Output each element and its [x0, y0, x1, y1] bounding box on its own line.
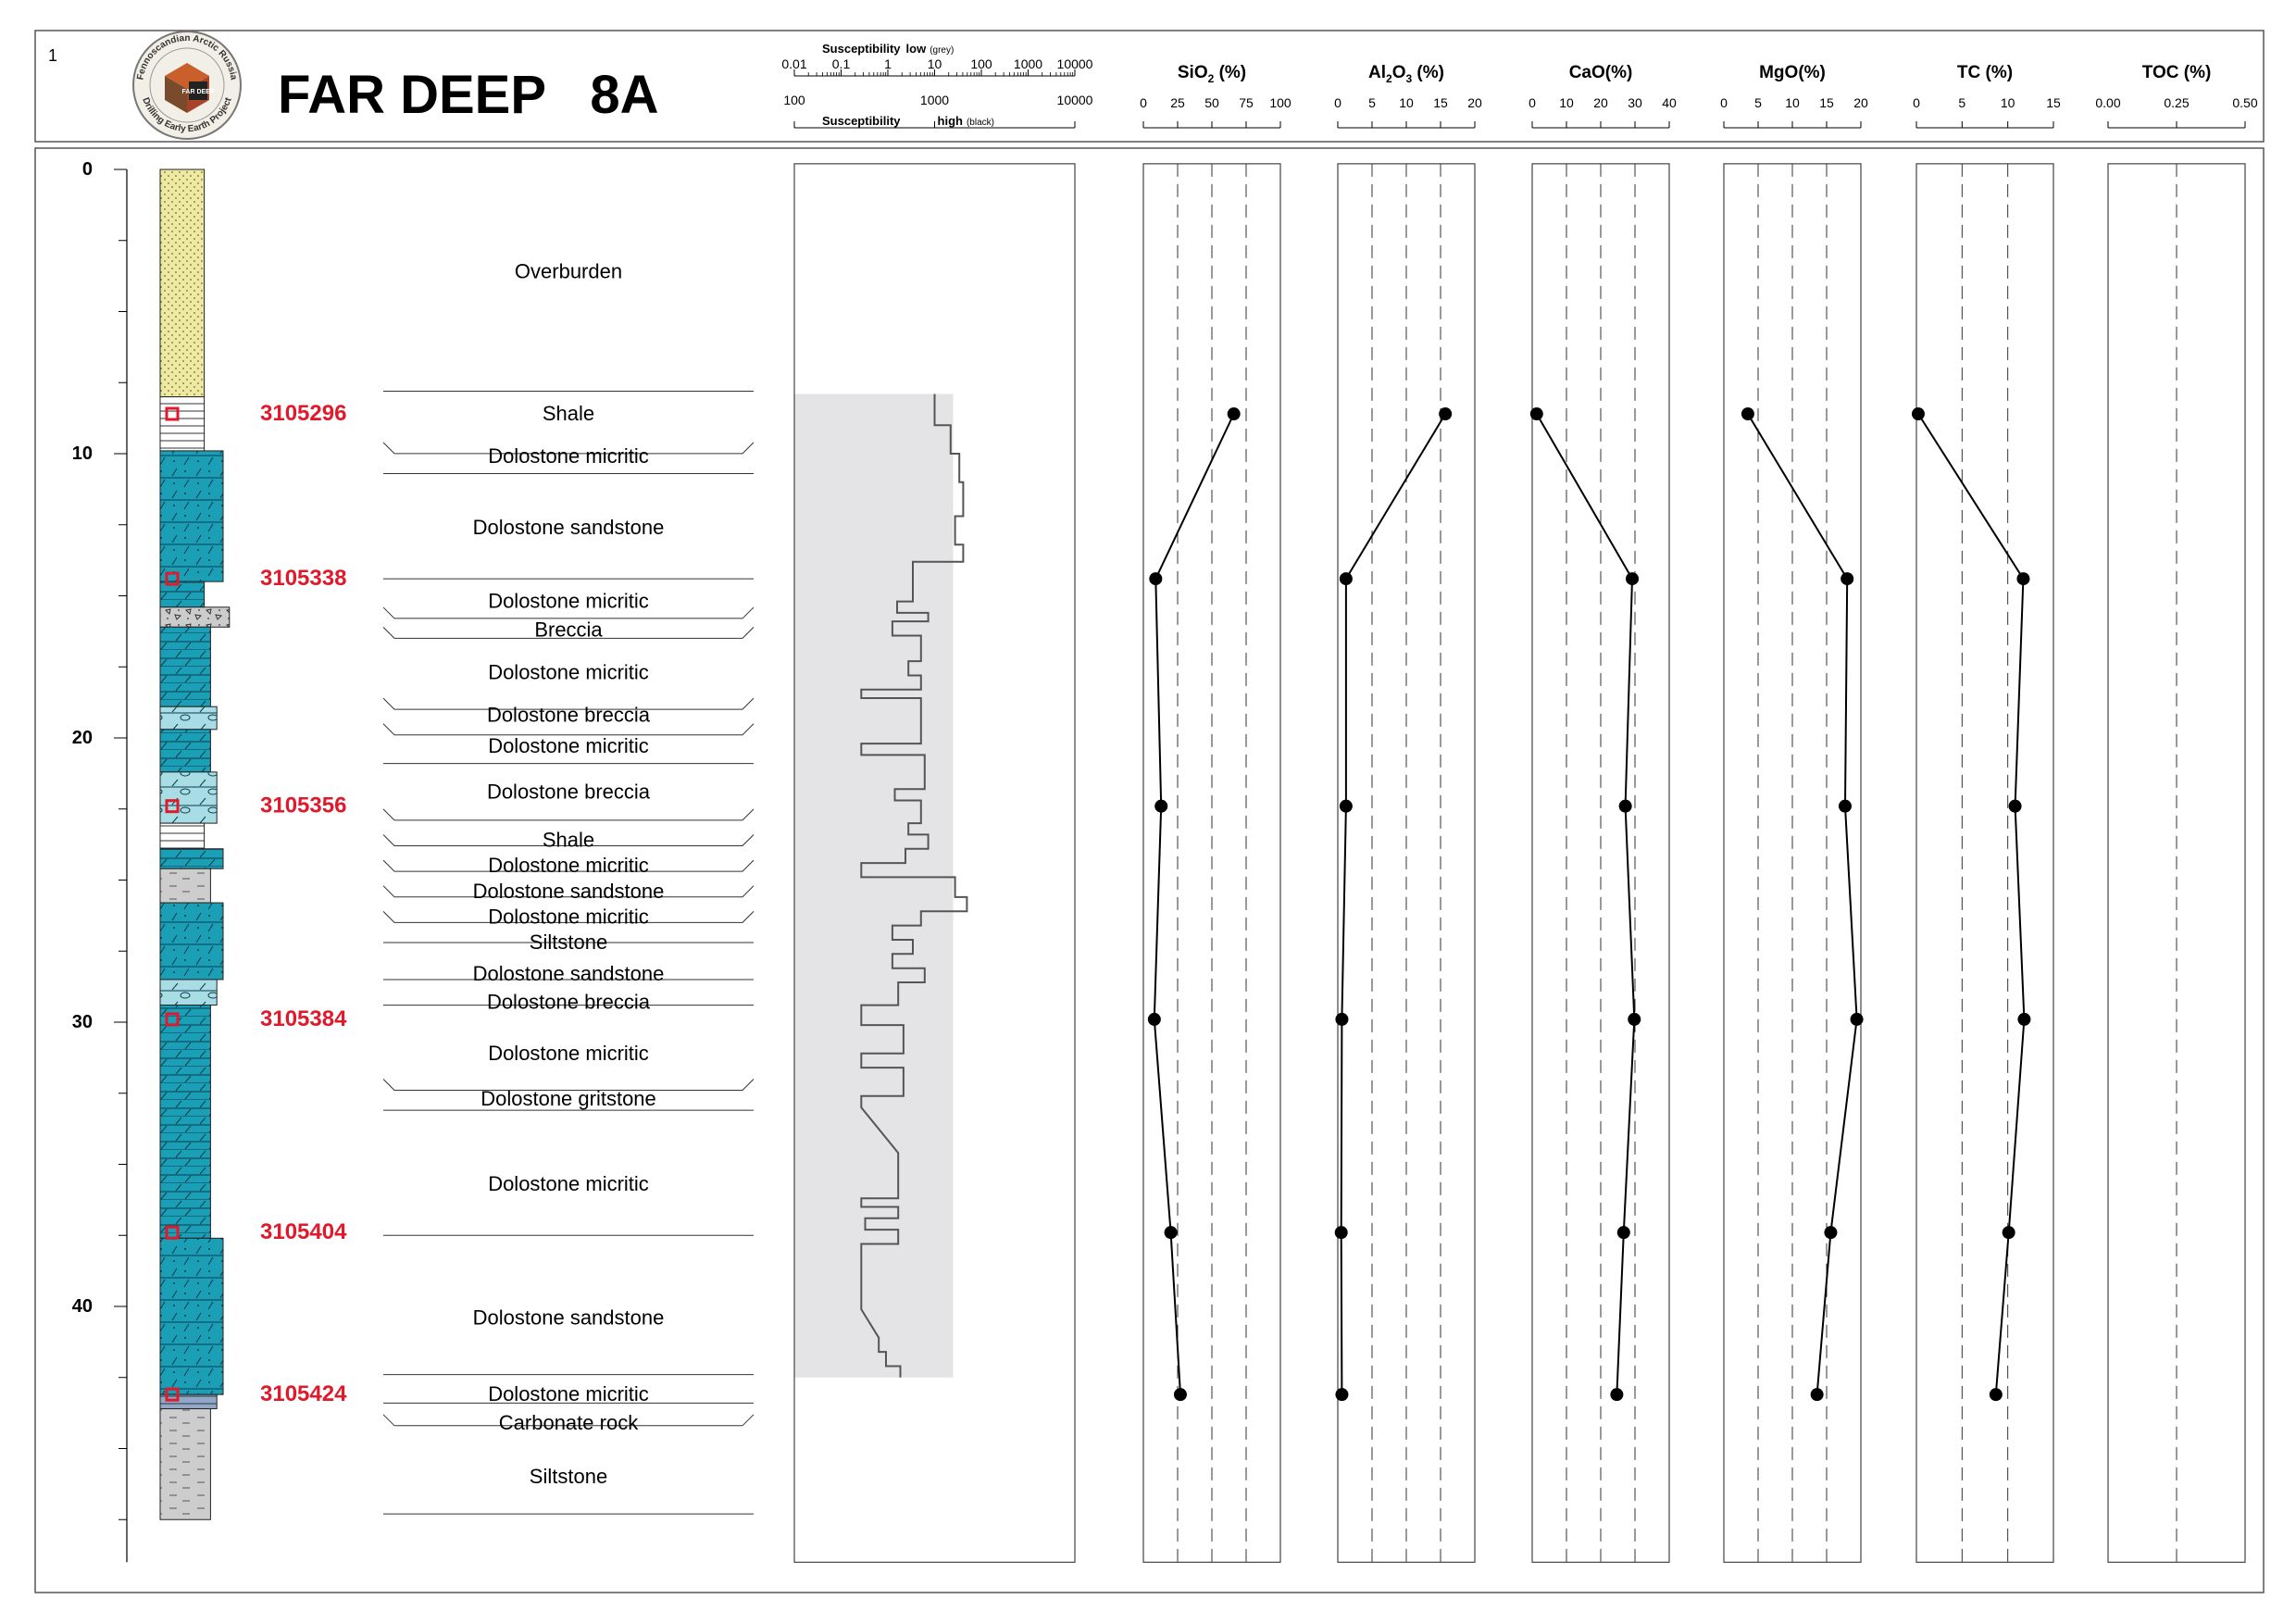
- lith-label: Dolostone micritic: [488, 854, 649, 878]
- depth-tick-label: 40: [71, 1296, 93, 1317]
- lith-label: Dolostone breccia: [486, 990, 651, 1014]
- svg-text:Susceptibilitylow(grey): Susceptibility low (grey): [822, 42, 955, 56]
- lith-unit: [160, 627, 210, 706]
- geochem-data-point: [1617, 1226, 1630, 1239]
- geochem-tick-label: 50: [1204, 95, 1219, 110]
- geochem-data-point: [1912, 407, 1925, 420]
- geochem-data-point: [1335, 1388, 1348, 1401]
- geochem-data-point: [1335, 1226, 1348, 1239]
- project-logo: [133, 31, 241, 139]
- geochem-header-label: TC (%): [1956, 63, 2014, 82]
- lith-label: Overburden: [514, 259, 623, 283]
- geochem-tick-label: 0: [1140, 95, 1147, 110]
- geochem-tick-label: 0: [1334, 95, 1341, 110]
- logo-badge: FAR DEEP: [181, 89, 215, 95]
- susc-low-tick-label: 10000: [1056, 56, 1093, 71]
- geochem-data-point: [1628, 1013, 1641, 1026]
- geochem-tick-label: 0.50: [2232, 95, 2258, 110]
- lith-unit: [160, 772, 217, 823]
- sample-id: 3105338: [260, 566, 347, 592]
- depth-tick-label: 10: [71, 443, 93, 464]
- lith-contact: [383, 809, 754, 820]
- geochem-tick-label: 10: [1785, 95, 1800, 110]
- geochem-tick-label: 0: [1913, 95, 1920, 110]
- lith-label: Dolostone gritstone: [480, 1086, 656, 1110]
- susceptibility-panel: [794, 164, 1075, 1562]
- geochemistry-panels: [1140, 63, 2258, 1562]
- lith-unit: [160, 451, 223, 581]
- geochem-tick-label: 0.00: [2095, 95, 2121, 110]
- lithology-labels: [383, 260, 754, 1515]
- geochem-series-line: [1537, 414, 1635, 1394]
- geochem-data-point: [1741, 407, 1754, 420]
- geochem-data-point: [1626, 572, 1639, 585]
- lith-unit: [160, 823, 205, 849]
- geochem-data-point: [1149, 572, 1162, 585]
- lith-unit: [160, 980, 217, 1006]
- geochem-tick-label: 75: [1239, 95, 1254, 110]
- geochem-tick-label: 10: [1399, 95, 1414, 110]
- geochem-panel: [1529, 63, 1677, 1562]
- geochem-data-point: [2009, 800, 2022, 813]
- susc-low-tick-label: 0.1: [831, 56, 851, 71]
- geochem-panel: [2095, 63, 2257, 1562]
- geochem-data-point: [1148, 1013, 1161, 1026]
- lith-label: Dolostone breccia: [486, 703, 651, 727]
- geochem-tick-label: 5: [1958, 95, 1966, 110]
- geochem-tick-label: 20: [1593, 95, 1608, 110]
- lith-label: Dolostone sandstone: [472, 1305, 665, 1330]
- lith-label: Carbonate rock: [498, 1410, 639, 1434]
- geochem-panel: [1912, 63, 2061, 1562]
- geochem-tick-label: 10: [2000, 95, 2015, 110]
- geochem-tick-label: 0: [1720, 95, 1728, 110]
- geochem-tick-label: 5: [1368, 95, 1376, 110]
- geochem-data-point: [1335, 1013, 1348, 1026]
- sample-id: 3105424: [260, 1381, 347, 1407]
- geochem-data-point: [1610, 1388, 1623, 1401]
- geochem-tick-label: 30: [1628, 95, 1642, 110]
- page-number: 1: [48, 46, 58, 65]
- logo-text-bottom: Drilling Early Earth Project: [140, 95, 234, 135]
- geochem-data-point: [1530, 407, 1543, 420]
- geochem-series-line: [1341, 414, 1446, 1394]
- lith-unit: [160, 730, 210, 772]
- lith-unit: [160, 868, 210, 903]
- susc-low-label: Susceptibility: [822, 42, 901, 56]
- geochem-header-label: TOC (%): [2141, 63, 2212, 82]
- lith-label: Dolostone micritic: [488, 734, 649, 758]
- geochem-data-point: [1174, 1388, 1187, 1401]
- geochem-header-label: CaO(%): [1568, 63, 1633, 82]
- susc-high-tick-label: 10000: [1056, 93, 1093, 107]
- geochem-series-line: [1918, 414, 2024, 1394]
- lith-unit: [160, 903, 223, 980]
- geochem-data-point: [1619, 800, 1632, 813]
- main-frame: [35, 148, 2264, 1593]
- susc-low-tick-label: 1: [884, 56, 892, 71]
- svg-text:Susceptibilityhigh(black): Susceptibility high (black): [822, 114, 994, 128]
- geochem-tick-label: 5: [1754, 95, 1762, 110]
- lith-label: Siltstone: [529, 1465, 608, 1489]
- susc-high-tick-label: 1000: [919, 93, 950, 107]
- susc-low-tick-label: 1000: [1013, 56, 1043, 71]
- geochem-data-point: [2003, 1226, 2015, 1239]
- geochem-data-point: [2016, 572, 2029, 585]
- lith-label: Dolostone micritic: [488, 905, 649, 929]
- geochem-panel: [1140, 63, 1292, 1562]
- geochem-tick-label: 0: [1529, 95, 1536, 110]
- geochem-data-point: [1824, 1226, 1837, 1239]
- geochem-tick-label: 100: [1269, 95, 1292, 110]
- lithology-column: [160, 169, 230, 1519]
- geochem-data-point: [1340, 800, 1353, 813]
- geochem-header-label: MgO(%): [1759, 63, 1826, 82]
- geochem-panel-frame: [1916, 164, 2053, 1562]
- lith-unit: [160, 397, 205, 451]
- lith-label: Dolostone sandstone: [472, 879, 665, 903]
- geochem-tick-label: 15: [1433, 95, 1448, 110]
- lith-label: Dolostone micritic: [488, 1041, 649, 1065]
- geochem-tick-label: 15: [1819, 95, 1834, 110]
- geochem-tick-label: 20: [1853, 95, 1868, 110]
- geochem-data-point: [1340, 572, 1353, 585]
- lith-unit: [160, 849, 223, 868]
- geochem-tick-label: 40: [1662, 95, 1677, 110]
- lith-label: Breccia: [534, 618, 603, 642]
- geochem-data-point: [1228, 407, 1241, 420]
- logo-text-top: Fennoscandian Arctic Russia: [135, 32, 239, 81]
- geochem-tick-label: 0.25: [2164, 95, 2190, 110]
- geochem-data-point: [1811, 1388, 1824, 1401]
- geochem-series-line: [1748, 414, 1857, 1394]
- lith-unit: [160, 1238, 223, 1394]
- page-title: FAR DEEP 8A: [278, 65, 659, 125]
- susc-low-tick-label: 100: [970, 56, 992, 71]
- lith-unit: [160, 607, 230, 627]
- sample-id: 3105296: [260, 401, 347, 427]
- depth-tick-label: 30: [71, 1012, 93, 1032]
- geochem-tick-label: 25: [1170, 95, 1185, 110]
- lith-label: Dolostone micritic: [488, 444, 649, 468]
- sample-id: 3105356: [260, 793, 347, 818]
- lith-label: Shale: [542, 828, 595, 852]
- geochem-data-point: [1439, 407, 1452, 420]
- geochem-panel: [1334, 63, 1482, 1562]
- geochem-header-label: $Al_2O_3$ (%): [1368, 63, 1444, 85]
- susc-low-tick-label: 0.01: [781, 56, 807, 71]
- lith-label: Dolostone micritic: [488, 1382, 649, 1406]
- depth-tick-label: 0: [81, 159, 93, 180]
- sample-id: 3105404: [260, 1219, 347, 1245]
- sample-id: 3105384: [260, 1006, 347, 1031]
- geochem-tick-label: 20: [1467, 95, 1482, 110]
- lith-unit: [160, 706, 217, 730]
- geochem-data-point: [1990, 1388, 2003, 1401]
- lith-label: Siltstone: [529, 931, 608, 955]
- lith-unit: [160, 1006, 210, 1239]
- geochem-header-label: SiO$_2$ (%): [1177, 63, 1247, 85]
- geochem-data-point: [1851, 1013, 1864, 1026]
- geochem-data-point: [2017, 1013, 2030, 1026]
- lith-label: Dolostone breccia: [486, 780, 651, 804]
- geochem-data-point: [1841, 572, 1853, 585]
- geochem-tick-label: 10: [1559, 95, 1574, 110]
- geochem-panel: [1720, 63, 1868, 1562]
- susc-high-tick-label: 100: [783, 93, 805, 107]
- lith-label: Dolostone micritic: [488, 589, 649, 613]
- lith-label: Dolostone sandstone: [472, 515, 665, 539]
- geochem-data-point: [1154, 800, 1167, 813]
- lith-label: Shale: [542, 402, 595, 426]
- geochem-data-point: [1839, 800, 1852, 813]
- lith-unit: [160, 1394, 217, 1408]
- geochem-series-line: [1154, 414, 1234, 1394]
- depth-tick-label: 20: [71, 728, 93, 748]
- lith-label: Dolostone micritic: [488, 1171, 649, 1195]
- lith-label: Dolostone micritic: [488, 660, 649, 684]
- geochem-data-point: [1165, 1226, 1178, 1239]
- lith-unit: [160, 169, 205, 397]
- geochem-tick-label: 15: [2046, 95, 2061, 110]
- depth-axis: [72, 159, 127, 1562]
- susc-high-label: Susceptibility: [822, 114, 901, 128]
- lith-unit: [160, 1409, 210, 1520]
- lith-label: Dolostone sandstone: [472, 961, 665, 985]
- susc-low-tick-label: 10: [927, 56, 942, 71]
